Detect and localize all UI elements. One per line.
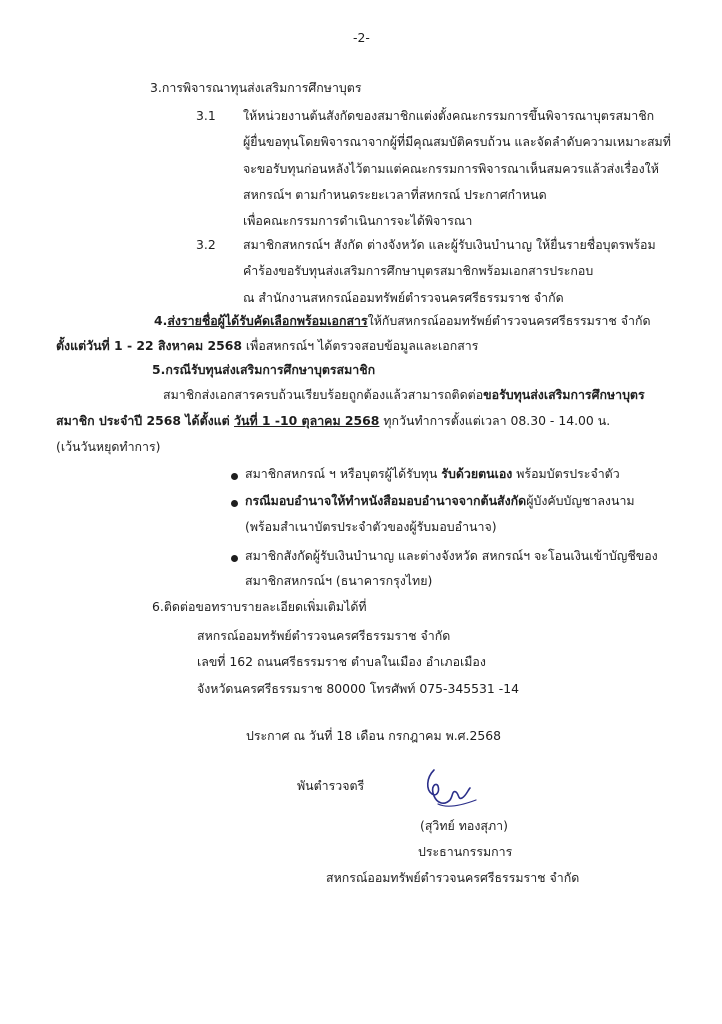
section5-para-line3: (เว้นวันหยุดทำการ) [56, 439, 161, 454]
bullet-1 [245, 465, 620, 483]
item-3-2-line: คำร้องขอรับทุนส่งเสริมการศึกษาบุตรสมาชิกพร้อมเอกสารประกอบ [243, 263, 594, 278]
contact-line: สหกรณ์ออมทรัพย์ตำรวจนครศรีธรรมราช จำกัด [197, 628, 451, 643]
signer-position: ประธานกรรมการ [418, 844, 513, 859]
section4-purpose: เพื่อสหกรณ์ฯ ได้ตรวจสอบข้อมูลและเอกสาร [241, 338, 479, 353]
bullet-3-line1: สมาชิกสังกัดผู้รับเงินบำนาญ และต่างจังหวัด สหกรณ์ฯ จะโอนเงินเข้าบัญชีของ [245, 548, 658, 563]
section6-heading: 6.ติดต่อขอทราบรายละเอียดเพิ่มเติมได้ที่ [152, 599, 367, 614]
section5-para-line2 [56, 412, 610, 430]
item-3-1-line: จะขอรับทุนก่อนหลังไว้ตามแต่คณะกรรมการพิจารณาเห็นสมควรแล้วส่งเรื่องให้ [243, 161, 659, 176]
page-number: -2- [353, 30, 370, 45]
section5-heading: 5.กรณีรับทุนส่งเสริมการศึกษาบุตรสมาชิก [152, 362, 376, 377]
section5-hours: ทุกวันทำการตั้งแต่เวลา 08.30 - 14.00 น. [379, 413, 611, 428]
bullet-2-rest: ผู้บังคับบัญชาลงนาม [526, 493, 635, 508]
section5-dates: วันที่ 1 -10 ตุลาคม 2568 [234, 413, 380, 428]
bullet-2-line2: (พร้อมสำเนาบัตรประจำตัวของผู้รับมอบอำนาจ) [245, 519, 497, 534]
bullet-1-bold: รับด้วยตนเอง [441, 466, 513, 481]
contact-line: เลขที่ 162 ถนนศรีธรรมราช ตำบลในเมือง อำเภอเมือง [197, 654, 486, 669]
bullet-2 [245, 492, 635, 510]
bullet-2-bold: กรณีมอบอำนาจให้ทำหนังสือมอบอำนาจจากต้นสังกัด [245, 493, 527, 508]
section5-para-line1 [163, 386, 645, 404]
section5-para-text: สมาชิกส่งเอกสารครบถ้วนเรียบร้อยถูกต้องแล้วสามารถติดต่อ [163, 387, 484, 402]
section4-line2 [56, 337, 478, 355]
section4-dates: ตั้งแต่วันที่ 1 - 22 สิงหาคม 2568 [56, 338, 242, 353]
signature-image [420, 766, 480, 812]
signer-organization: สหกรณ์ออมทรัพย์ตำรวจนครศรีธรรมราช จำกัด [326, 870, 580, 885]
section4-rest: ให้กับสหกรณ์ออมทรัพย์ตำรวจนครศรีธรรมราช จำกัด [367, 313, 651, 328]
bullet-3-line2: สมาชิกสหกรณ์ฯ (ธนาคารกรุงไทย) [245, 573, 433, 588]
bullet-dot [231, 473, 238, 480]
item-3-2-line: ณ สำนักงานสหกรณ์ออมทรัพย์ตำรวจนครศรีธรรมราช จำกัด [243, 290, 564, 305]
contact-line: จังหวัดนครศรีธรรมราช 80000 โทรศัพท์ 075-345531 -14 [197, 681, 519, 696]
item-3-1-number: 3.1 [196, 108, 216, 123]
section3-heading: 3.การพิจารณาทุนส่งเสริมการศึกษาบุตร [150, 80, 362, 95]
bullet-1-text: สมาชิกสหกรณ์ ฯ หรือบุตรผู้ได้รับทุน [245, 466, 442, 481]
bullet-dot [231, 555, 238, 562]
item-3-1-line: ให้หน่วยงานต้นสังกัดของสมาชิกแต่งตั้งคณะกรรมการขึ้นพิจารณาบุตรสมาชิก [243, 108, 655, 123]
bullet-dot [231, 500, 238, 507]
section5-para-bold: ขอรับทุนส่งเสริมการศึกษาบุตร [483, 387, 645, 402]
announcement-date: ประกาศ ณ วันที่ 18 เดือน กรกฎาคม พ.ศ.2568 [246, 728, 502, 743]
item-3-2-number: 3.2 [196, 237, 216, 252]
section4-line1 [154, 312, 651, 330]
section4-prefix: 4. [154, 313, 168, 328]
signer-name: (สุวิทย์ ทองสุภา) [420, 818, 508, 833]
section5-year: สมาชิก ประจำปี 2568 ได้ตั้งแต่ [56, 413, 235, 428]
signer-rank: พันตำรวจตรี [297, 778, 365, 793]
item-3-1-line: ผู้ยื่นขอทุนโดยพิจารณาจากผู้ที่มีคุณสมบัติครบถ้วน และจัดลำดับความเหมาะสมที่ [243, 134, 671, 149]
item-3-1-line: สหกรณ์ฯ ตามกำหนดระยะเวลาที่สหกรณ์ ประกาศกำหนด [243, 187, 547, 202]
item-3-1-line: เพื่อคณะกรรมการดำเนินการจะได้พิจารณา [243, 213, 473, 228]
item-3-2-line: สมาชิกสหกรณ์ฯ สังกัด ต่างจังหวัด และผู้รับเงินบำนาญ ให้ยื่นรายชื่อบุตรพร้อม [243, 237, 656, 252]
bullet-1-rest: พร้อมบัตรประจำตัว [512, 466, 620, 481]
section4-underlined: ส่งรายชื่อผู้ได้รับคัดเลือกพร้อมเอกสาร [167, 313, 368, 328]
